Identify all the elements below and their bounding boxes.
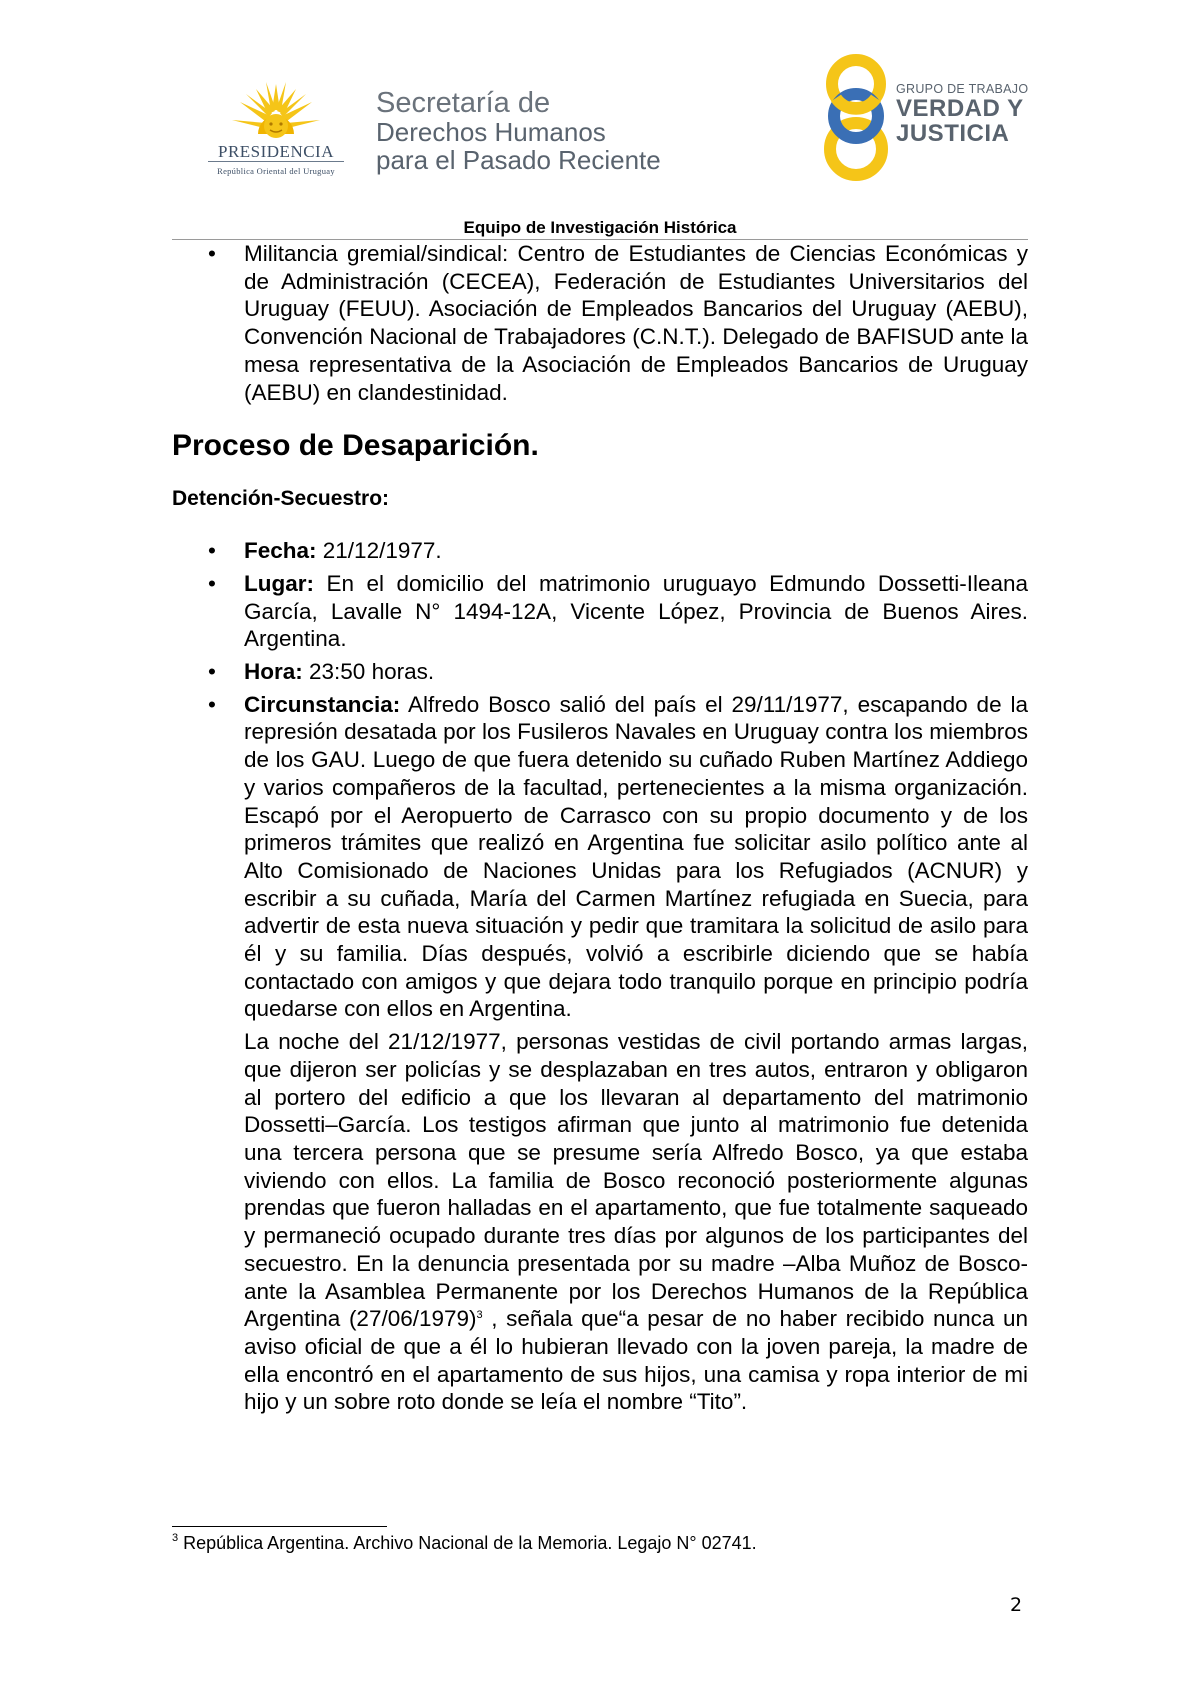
lugar-value: En el domicilio del matrimonio uruguayo Edmundo Dossetti-Ileana García, Lavalle N° 1494-12A, Vicente López, Provincia de Buenos Aires. Argentina.	[244, 570, 1028, 652]
page-header	[0, 0, 1190, 240]
presidencia-divider	[208, 161, 344, 162]
grupo-text	[896, 82, 1028, 146]
grupo-line-1: GRUPO DE TRABAJO	[896, 82, 1029, 96]
circunstancia-label: Circunstancia:	[244, 691, 401, 717]
circunstancia-value: Alfredo Bosco salió del país el 29/11/1977, escapando de la represión desatada por los Fusileros Navales en Uruguay contra los miembros de los GAU. Luego de que fuera detenido su cuñado Ruben Martínez Addiego y varios compañeros de la facultad, pertenecientes a la misma organización. Escapó por el Aeropuerto de Carrasco con su propio documento y de los primeros trámites que realizó en Argentina fue solicitar asilo político ante al Alto Comisionado de Naciones Unidas para los Refugiados (ACNUR) y escribir a su cuñada, María del Carmen Martínez refugiada en Suecia, para advertir de esta nueva situación y pedir que tramitara la solicitud de asilo para él y su familia. Días después, volvió a escribirle diciendo que se había contactado con amigos y que dejara todo tranquilo porque en principio podría quedarse con ellos en Argentina.	[244, 691, 1028, 1022]
grupo-line-3: JUSTICIA	[896, 120, 1010, 147]
fecha-item	[172, 537, 1028, 565]
lugar-label: Lugar:	[244, 570, 314, 596]
presidencia-logo	[196, 80, 356, 178]
grupo-verdad-justicia-logo	[822, 54, 1042, 184]
rings-icon	[822, 54, 894, 184]
footnote-text: República Argentina. Archivo Nacional de la Memoria. Legajo N° 02741.	[178, 1533, 757, 1553]
hora-value: 23:50 horas.	[302, 659, 435, 685]
secretaria-title	[376, 88, 706, 174]
section-title: Proceso de Desaparición.	[172, 429, 539, 463]
subsection-title: Detención-Secuestro:	[172, 487, 390, 511]
hora-item	[172, 658, 1028, 686]
lugar-item	[172, 570, 1028, 653]
footnote	[172, 1532, 1028, 1554]
circunstancia-item	[172, 691, 1028, 1023]
presidencia-subtitle: República Oriental del Uruguay	[217, 166, 335, 176]
paragraph-text-1: La noche del 21/12/1977, personas vestidas de civil portando armas largas, que dijeron ser policías y se desplazaban en tres autos, entraron y obligaron al portero del edificio a que los llevaran al departamento del matrimonio Dossetti–García. Los testigos afirman que junto al matrimonio fue detenida una tercera persona que se presume sería Alfredo Bosco, ya que estaba viviendo con ellos. La familia de Bosco reconoció posteriormente algunas prendas que fueron halladas en el apartamento, que fue totalmente saqueado y permaneció ocupado durante tres días por algunos de los participantes del secuestro. En la denuncia presentada por su madre –Alba Muñoz de Bosco- ante la Asamblea Permanente por los Derechos Humanos de la República Argentina (27/06/1979)	[244, 1029, 1028, 1332]
hora-label: Hora:	[244, 659, 303, 685]
fecha-label: Fecha:	[244, 538, 317, 564]
sun-icon	[230, 80, 322, 142]
footnote-divider	[172, 1526, 387, 1527]
grupo-line-2: VERDAD Y	[896, 95, 1024, 122]
paragraph-text-2: , señala que“a pesar de no haber recibido nunca un aviso oficial de que a él lo hubieran llevado con la joven pareja, la madre de ella encontró en el apartamento de sus hijos, una camisa y ropa interior de mi hijo y un sobre roto donde se leía el nombre “Tito”.	[244, 1306, 1028, 1415]
team-label: Equipo de Investigación Histórica	[463, 218, 737, 237]
secretaria-line-3: para el Pasado Reciente	[376, 145, 661, 175]
footnote-number: 3	[172, 1532, 179, 1544]
detention-paragraph	[172, 1028, 1028, 1416]
secretaria-line-1: Secretaría de	[376, 87, 551, 119]
page-number: 2	[1010, 1594, 1023, 1616]
document-body	[172, 240, 1028, 1416]
presidencia-name: PRESIDENCIA	[217, 142, 334, 161]
footnote-reference: 3	[476, 1309, 483, 1322]
secretaria-line-2: Derechos Humanos	[376, 117, 606, 147]
fecha-value: 21/12/1977.	[316, 538, 442, 564]
militancia-item: • Militancia gremial/sindical: Centro de Estudiantes de Ciencias Económicas y de Administración (CECEA), Federación de Estudiantes Universitarios del Uruguay (FEUU). Asociación de Empleados Bancarios del Uruguay (AEBU), Convención Nacional de Trabajadores (C.N.T.). Delegado de BAFISUD ante la mesa representativa de la Asociación de Empleados Bancarios de Uruguay (AEBU) en clandestinidad.	[172, 240, 1028, 406]
